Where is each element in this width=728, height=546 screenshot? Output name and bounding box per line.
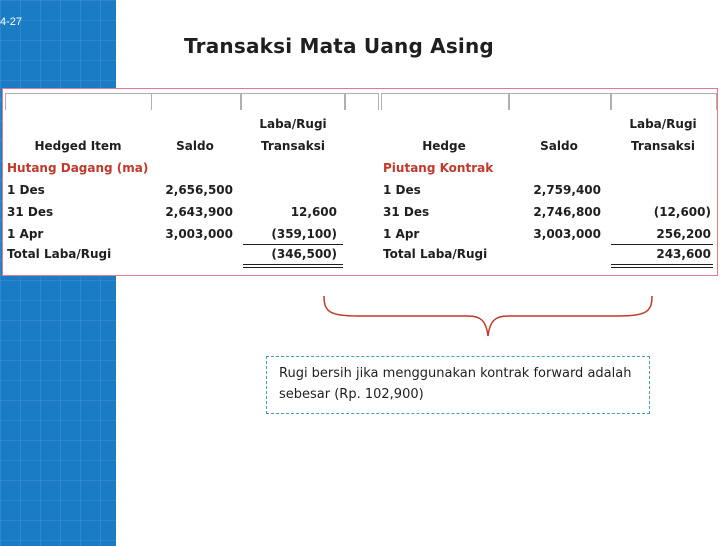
slide-number: 4-27 <box>0 16 23 28</box>
table-row-laba: 256,200 <box>656 227 711 241</box>
column-header-stub <box>345 93 379 110</box>
column-header-stub <box>611 93 717 110</box>
table-row-saldo: 2,656,500 <box>165 183 233 197</box>
conclusion-text: Rugi bersih jika menggunakan kontrak forward adalah sebesar (Rp. 102,900) <box>279 366 632 402</box>
curly-brace-icon <box>318 294 658 340</box>
table-row-date: 31 Des <box>383 205 430 219</box>
right-section-label: Piutang Kontrak <box>383 161 494 175</box>
total-underline <box>243 264 343 265</box>
total-label: Total Laba/Rugi <box>7 247 112 261</box>
table-row-laba: (359,100) <box>271 227 337 241</box>
right-item-header: Hedge <box>422 139 466 153</box>
total-underline <box>611 267 713 268</box>
column-header-stub <box>5 93 153 110</box>
total-value: (346,500) <box>271 247 337 261</box>
column-header-stub <box>241 93 345 110</box>
slide-title: Transaksi Mata Uang Asing <box>184 34 494 58</box>
table-row-date: 1 Des <box>7 183 45 197</box>
left-laba-header-line2: Transaksi <box>261 139 325 153</box>
column-header-stub <box>151 93 241 110</box>
table-row-laba: 12,600 <box>290 205 337 219</box>
table-row-saldo: 3,003,000 <box>533 227 601 241</box>
table-row-saldo: 2,643,900 <box>165 205 233 219</box>
table-row-date: 31 Des <box>7 205 54 219</box>
subtotal-underline <box>611 244 713 245</box>
subtotal-underline <box>243 244 343 245</box>
conclusion-note <box>266 356 650 414</box>
right-laba-header-line2: Transaksi <box>631 139 695 153</box>
table-row-saldo: 2,759,400 <box>533 183 601 197</box>
table-row-date: 1 Apr <box>383 227 420 241</box>
total-underline <box>243 267 343 268</box>
right-laba-header-line1: Laba/Rugi <box>629 117 697 131</box>
total-label: Total Laba/Rugi <box>383 247 488 261</box>
right-saldo-header: Saldo <box>540 139 578 153</box>
hedge-table <box>2 88 718 276</box>
table-row-laba: (12,600) <box>653 205 711 219</box>
left-section-label: Hutang Dagang (ma) <box>7 161 149 175</box>
column-header-stub <box>509 93 611 110</box>
table-row-saldo: 3,003,000 <box>165 227 233 241</box>
table-row-date: 1 Apr <box>7 227 44 241</box>
left-item-header: Hedged Item <box>34 139 122 153</box>
left-laba-header-line1: Laba/Rugi <box>259 117 327 131</box>
total-underline <box>611 264 713 265</box>
left-saldo-header: Saldo <box>176 139 214 153</box>
total-value: 243,600 <box>656 247 711 261</box>
table-row-saldo: 2,746,800 <box>533 205 601 219</box>
table-row-date: 1 Des <box>383 183 421 197</box>
column-header-stub <box>381 93 509 110</box>
